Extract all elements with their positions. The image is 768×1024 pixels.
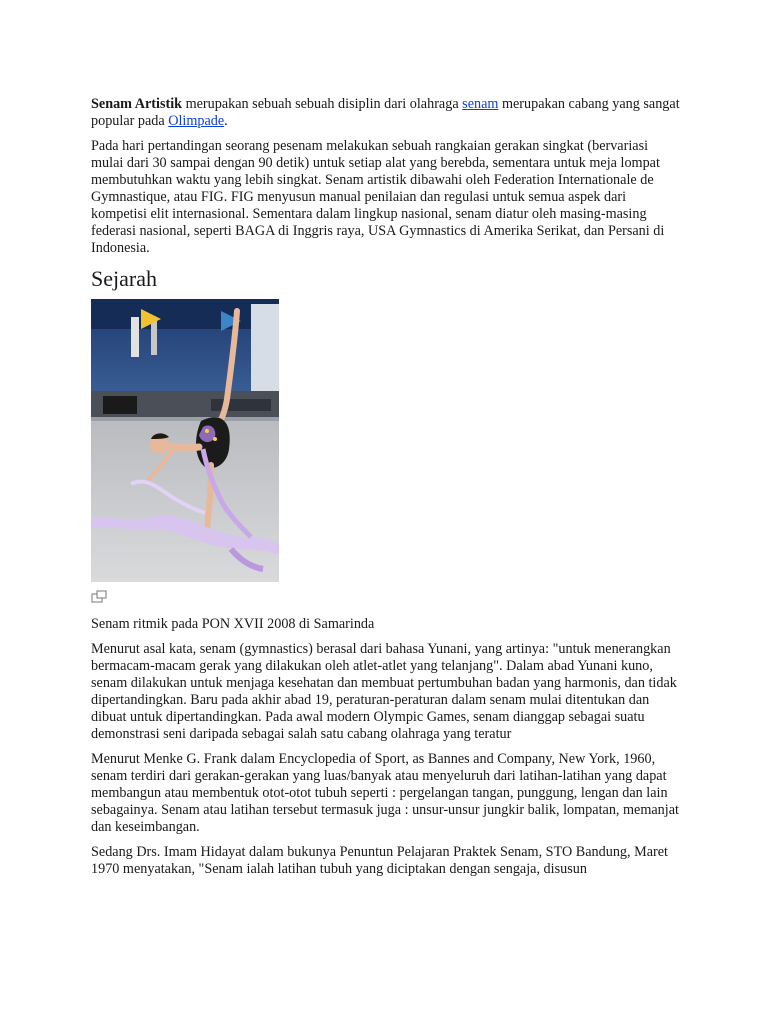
history-paragraph-3: Sedang Drs. Imam Hidayat dalam bukunya Penuntun Pelajaran Praktek Senam, STO Bandung, Maret 1970 menyatakan, "Senam ialah latihan tubuh yang diciptakan dengan sengaja, disusun [91, 844, 668, 877]
intro-paragraph [91, 96, 681, 130]
section-heading: Sejarah [91, 266, 157, 291]
competition-paragraph: Pada hari pertandingan seorang pesenam melakukan sebuah rangkaian gerakan singkat (bervariasi mulai dari 30 sampai dengan 90 detik) untuk setiap alat yang berebda, sementara untuk meja lompat membutuhkan waktu yang lebih singkat. Senam artistik dibawahi oleh Federation Internationale de Gymnastique, atau FIG. FIG menyusun manual penilaian dan regulasi untuk semua aspek dari kompetisi elit internasional. Sementara dalam lingkup nasional, senam diatur oleh masing-masing federasi nasional, seperti BAGA di Inggris raya, USA Gymnastics di Amerika Serikat, dan Persani di Indonesia. [91, 138, 665, 256]
figure-caption: Senam ritmik pada PON XVII 2008 di Samarinda [91, 616, 375, 632]
link-senam[interactable]: senam [462, 96, 499, 112]
history-paragraph-1: Menurut asal kata, senam (gymnastics) berasal dari bahasa Yunani, yang artinya: "untuk menerangkan bermacam-macam gerak yang dilakukan oleh atlet-atlet yang telanjang". Dalam abad Yunani kuno, senam dilakukan untuk menjaga kesehatan dan membuat pertumbuhan badan yang harmonis, dan tidak dipertandingkan. Baru pada akhir abad 19, peraturan-peraturan dalam senam mulai ditentukan dan dibuat untuk dipertandingkan. Pada awal modern Olympic Games, senam dianggap sebagai suatu demonstrasi seni daripada sebagai salah satu cabang olahraga yang teratur [91, 641, 677, 742]
link-olimpade[interactable]: Olimpade [168, 113, 225, 129]
intro-text-3: . [224, 113, 228, 129]
intro-text-2: merupakan cabang yang sangat popular pada [91, 96, 680, 129]
intro-text-1: merupakan sebuah sebuah disiplin dari olahraga [182, 96, 463, 112]
enlarge-icon[interactable] [91, 590, 107, 604]
gymnast-photo[interactable] [91, 299, 279, 582]
article-body [91, 96, 681, 886]
history-paragraph-2: Menurut Menke G. Frank dalam Encyclopedia of Sport, as Bannes and Company, New York, 1960, senam terdiri dari gerakan-gerakan yang luas/banyak atau menyeluruh dari latihan-latihan yang dapat membangun atau membentuk otot-otot tubuh seperti : pergelangan tangan, punggung, lengan dan lain sebagainya. Senam atau latihan tersebut termasuk juga : unsur-unsur jungkir balik, lompatan, memanjat dan keseimbangan. [91, 751, 679, 835]
article-term: Senam Artistik [91, 96, 183, 112]
